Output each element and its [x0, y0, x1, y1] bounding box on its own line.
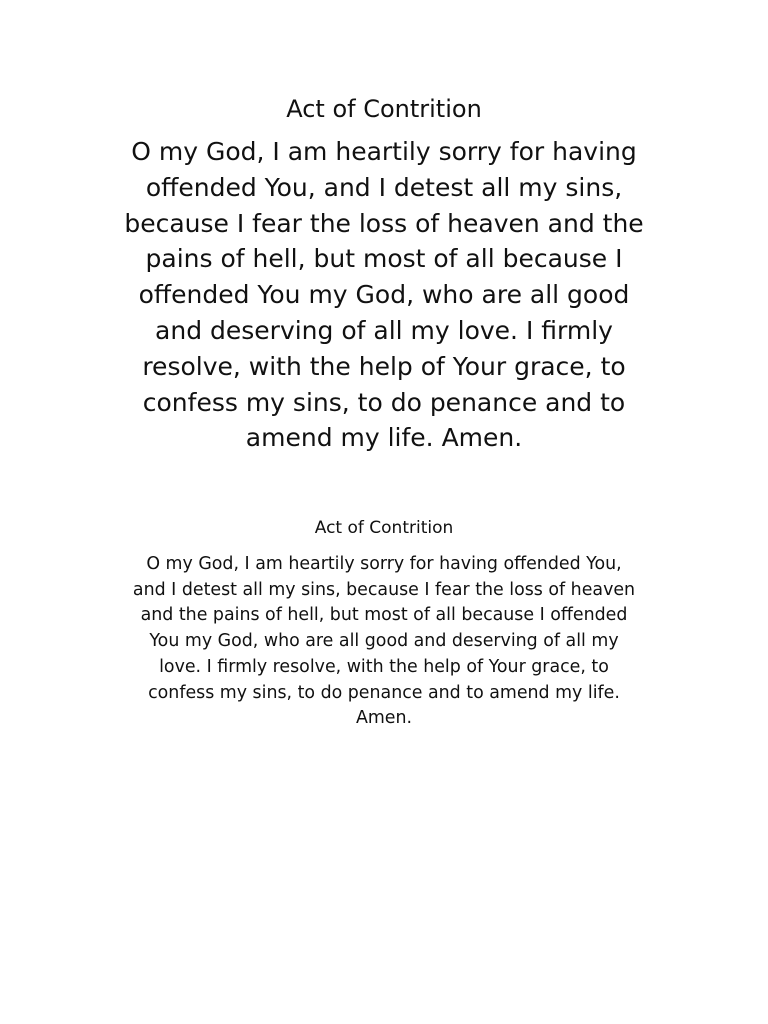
prayer-line: O my God, I am heartily sorry for having offended You,	[146, 554, 622, 574]
prayer-line: confess my sins, to do penance and to amend my life.	[148, 682, 620, 703]
prayer-line: and the pains of hell, but most of all because I offended	[140, 605, 628, 626]
prayer-line: offended You, and I detest all my sins,	[145, 172, 623, 202]
prayer-line: and I detest all my sins, because I fear the loss of heaven	[132, 579, 636, 600]
prayer-block-small	[84, 516, 684, 732]
prayer-title-large: Act of Contrition	[286, 95, 482, 123]
prayer-line: You my God, who are all good and deserving of all my	[149, 631, 619, 652]
prayer-line: because I fear the loss of heaven and the	[124, 208, 644, 238]
prayer-line: resolve, with the help of Your grace, to	[142, 351, 626, 381]
prayer-line: offended You my God, who are all good	[138, 280, 630, 310]
prayer-line: pains of hell, but most of all because I	[145, 244, 623, 274]
prayer-line: love. I firmly resolve, with the help of Your grace, to	[159, 656, 609, 677]
prayer-line: amend my life. Amen.	[245, 423, 523, 453]
prayer-line: confess my sins, to do penance and to	[142, 387, 626, 417]
prayer-line: Amen.	[355, 708, 413, 729]
prayer-text-large	[84, 134, 684, 456]
prayer-text-small	[84, 552, 684, 732]
prayer-line: and deserving of all my love. I firmly	[155, 315, 613, 345]
prayer-title-small: Act of Contrition	[314, 518, 454, 538]
prayer-line: O my God, I am heartily sorry for having	[131, 137, 637, 166]
prayer-block-large	[84, 92, 684, 456]
